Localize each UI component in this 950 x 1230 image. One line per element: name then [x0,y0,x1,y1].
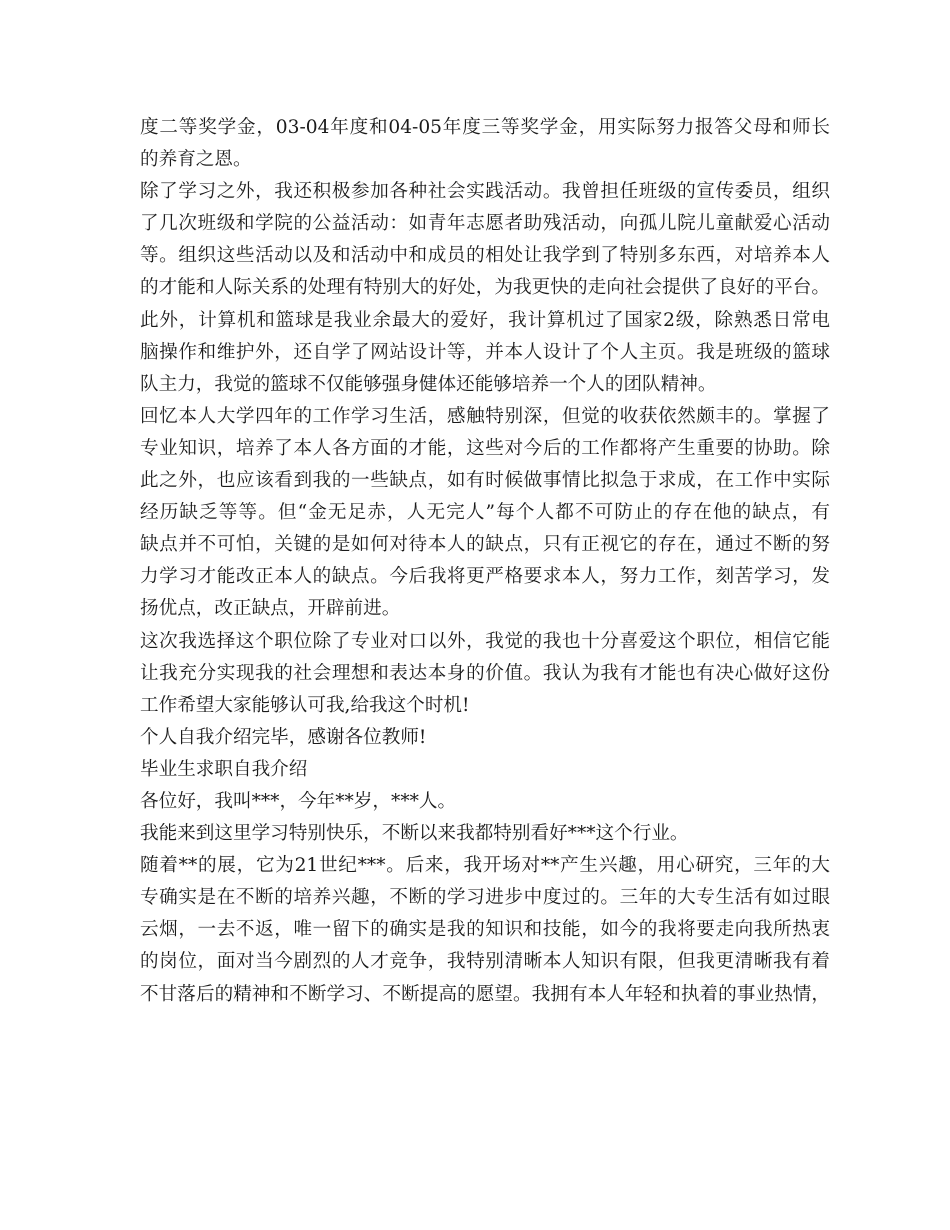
text-line: 脑操作和维护外，还自学了网站设计等，并本人设计了个人主页。我是班级的篮球 [140,341,830,363]
text-line: 我能来到这里学习特别快乐，不断以来我都特别看好***这个行业。 [140,823,689,845]
text-line: 专业知识，培养了本人各方面的才能，这些对今后的工作都将产生重要的协助。除 [140,437,830,459]
text-line: 各位好，我叫***，今年**岁，***人。 [140,790,457,812]
text-line: 这次我选择这个职位除了专业对口以外，我觉的我也十分喜爱这个职位，相信它能 [140,630,830,652]
text-line: 让我充分实现我的社会理想和表达本身的价值。我认为我有才能也有决心做好这份 [140,662,830,684]
text-line: 个人自我介绍完毕，感谢各位教师! [140,726,427,748]
text-line: 缺点并不可怕，关键的是如何对待本人的缺点，只有正视它的存在，通过不断的努 [140,534,830,556]
text-line: 不甘落后的精神和不断学习、不断提高的愿望。我拥有本人年轻和执着的事业热情， [140,983,830,1005]
text-line: 回忆本人大学四年的工作学习生活，感触特别深，但觉的收获依然颇丰的。掌握了 [140,405,830,427]
text-line: 除了学习之外，我还积极参加各种社会实践活动。我曾担任班级的宣传委员，组织 [140,181,830,203]
text-line: 此之外，也应该看到我的一些缺点，如有时候做事情比拟急于求成，在工作中实际 [140,470,830,492]
text-line: 经历缺乏等等。但“金无足赤，人无完人”每个人都不可防止的存在他的缺点，有 [140,502,830,524]
text-line: 等。组织这些活动以及和活动中和成员的相处让我学到了特别多东西，对培养本人 [140,245,830,267]
text-line: 度二等奖学金，03-04年度和04-05年度三等奖学金，用实际努力报答父母和师长 [140,117,830,138]
text-line: 的养育之恩。 [140,149,252,171]
text-line: 的岗位，面对当今剧烈的人才竞争，我特别清晰本人知识有限，但我更清晰我有着 [140,951,830,973]
text-line: 力学习才能改正本人的缺点。今后我将更严格要求本人，努力工作，刻苦学习，发 [140,566,830,588]
text-line: 专确实是在不断的培养兴趣，不断的学习进步中度过的。三年的大专生活有如过眼 [140,887,830,909]
text-line: 工作希望大家能够认可我,给我这个时机! [140,694,470,716]
text-line: 随着**的展，它为21世纪***。后来，我开场对**产生兴趣，用心研究，三年的大 [140,855,830,877]
text-line: 的才能和人际关系的处理有特别大的好处，为我更快的走向社会提供了良好的平台。 [140,277,830,299]
text-line: 云烟，一去不返，唯一留下的确实是我的知识和技能，如今的我将要走向我所热衷 [140,919,830,941]
text-line: 扬优点，改正缺点，开辟前进。 [140,598,401,620]
text-line: 此外，计算机和篮球是我业余最大的爱好，我计算机过了国家2级，除熟悉日常电 [140,309,830,331]
text-line: 毕业生求职自我介绍 [140,758,308,780]
text-line: 了几次班级和学院的公益活动：如青年志愿者助残活动，向孤儿院儿童献爱心活动 [140,213,830,235]
document-body [140,112,830,1011]
text-line: 队主力，我觉的篮球不仅能够强身健体还能够培养一个人的团队精神。 [140,373,717,395]
